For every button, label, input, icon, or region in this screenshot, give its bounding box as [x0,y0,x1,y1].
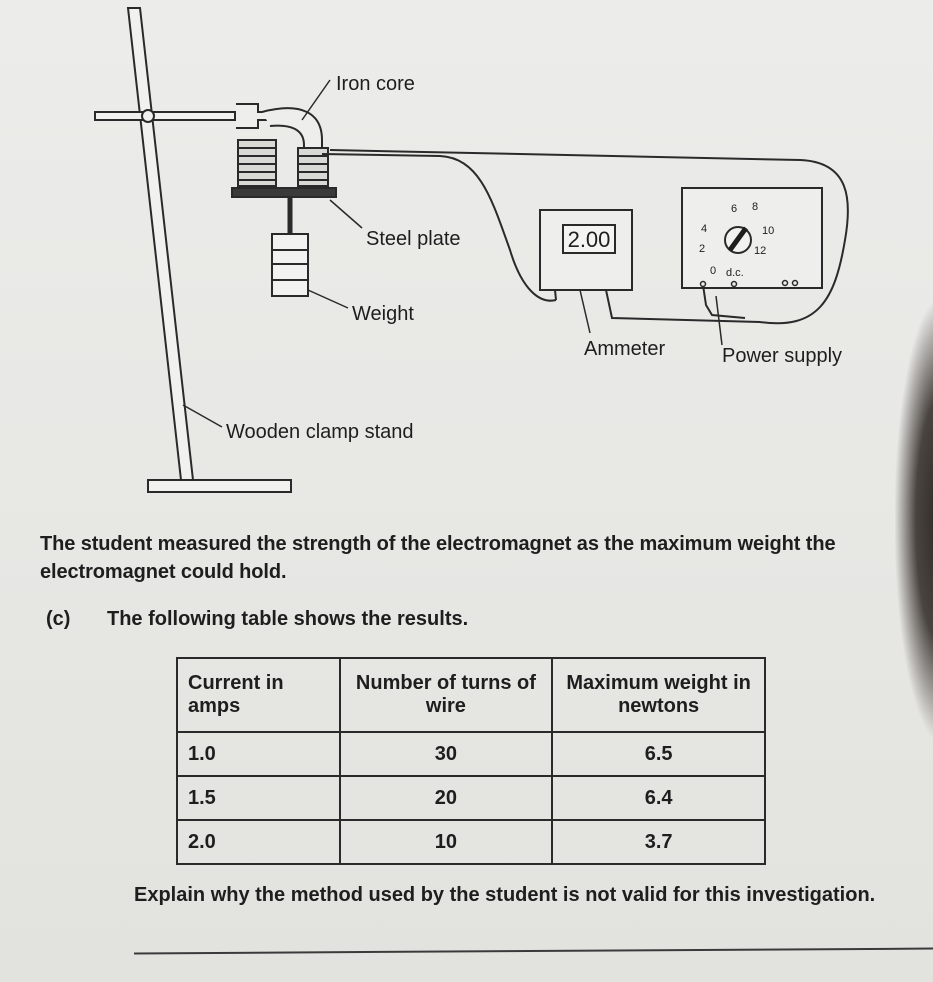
dial-num-6: 6 [731,203,738,215]
dial-mode-dc: d.c. [726,267,744,279]
table-row [177,732,765,776]
table-row [177,820,765,864]
explain-prompt [134,884,875,907]
label-ammeter: Ammeter [584,338,666,360]
explain-text-end: valid for this investigation. [621,884,876,906]
explain-text-start: Explain why the method used by the student is [134,884,580,906]
label-weight: Weight [352,303,414,325]
dial-num-2: 2 [699,243,706,255]
answer-line[interactable] [134,948,933,955]
clamp-stand [95,8,291,492]
iron-core [236,104,328,186]
leader-lines [183,80,722,427]
weight [272,197,308,296]
label-iron-core: Iron core [336,73,415,95]
ammeter-reading: 2.00 [567,227,611,252]
header-max-weight: Maximum weight in newtons [552,658,765,732]
question-number: (c) [46,608,71,630]
power-supply [682,188,822,288]
cell-current: 1.5 [177,776,340,820]
dial-num-0: 0 [710,265,717,277]
cell-weight: 6.4 [552,776,765,820]
steel-plate [232,188,336,197]
intro-paragraph: The student measured the strength of the electromagnet as the maximum weight the electromagnet could hold. [40,533,836,583]
cell-weight: 3.7 [552,820,765,864]
cell-current: 1.0 [177,732,340,776]
dial-num-8: 8 [752,201,759,213]
results-table [176,657,766,865]
coil-left [238,140,276,186]
cell-turns: 20 [340,776,553,820]
label-steel-plate: Steel plate [366,228,461,250]
explain-emphasis: not [585,884,617,906]
dial-num-10: 10 [762,225,775,237]
table-header-row [177,658,765,732]
label-clamp-stand: Wooden clamp stand [226,421,414,443]
dial-num-12: 12 [754,245,767,257]
finger-shadow [895,300,933,740]
cell-weight: 6.5 [552,732,765,776]
table-row [177,776,765,820]
label-power-supply: Power supply [722,345,843,367]
cell-turns: 10 [340,820,553,864]
ammeter [540,210,632,290]
header-current: Current in amps [177,658,340,732]
header-turns: Number of turns of wire [340,658,553,732]
dial-num-4: 4 [701,223,708,235]
cell-current: 2.0 [177,820,340,864]
cell-turns: 30 [340,732,553,776]
question-text: The following table shows the results. [107,608,469,630]
